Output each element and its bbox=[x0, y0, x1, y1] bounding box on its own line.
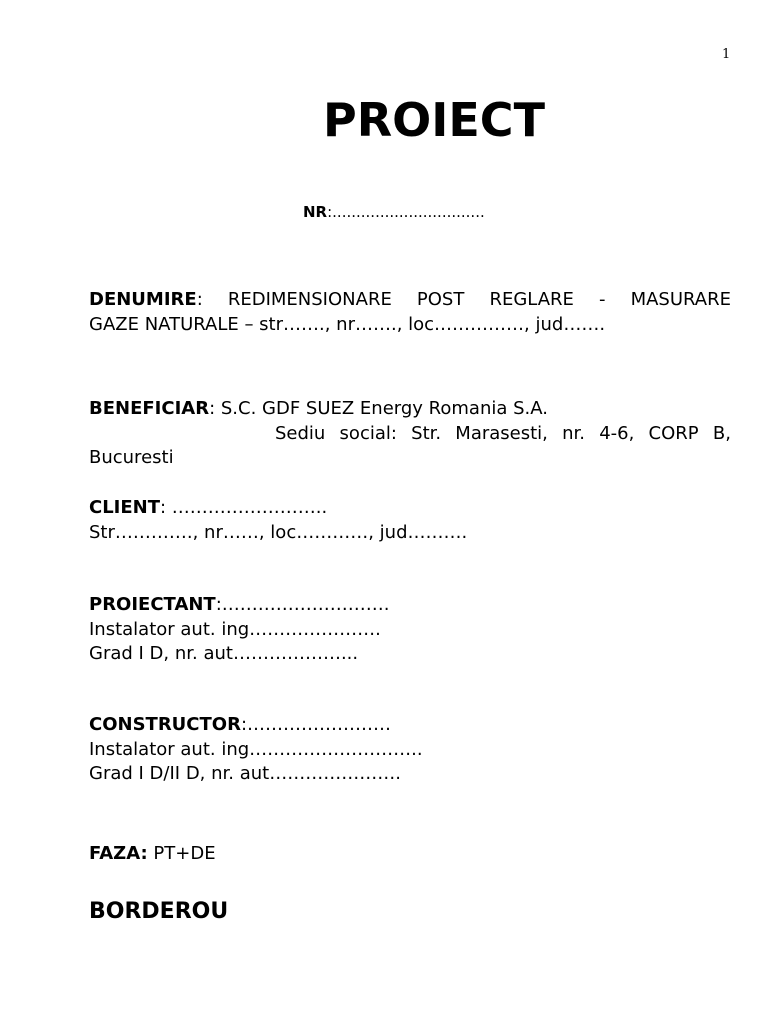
faza-line bbox=[89, 842, 731, 867]
proiectant-value: :………………………. bbox=[215, 594, 390, 615]
project-number-line bbox=[303, 203, 485, 221]
denumire-word: REGLARE bbox=[489, 289, 574, 310]
beneficiar-word: social: bbox=[339, 422, 397, 444]
nr-label: NR bbox=[303, 203, 328, 221]
constructor-value: :…………………… bbox=[240, 714, 392, 735]
client-value: : …………………….. bbox=[160, 497, 328, 518]
faza-label: FAZA: bbox=[89, 843, 148, 864]
denumire-word: POST bbox=[416, 289, 465, 310]
beneficiar-line-2 bbox=[89, 422, 731, 447]
beneficiar-name: : S.C. GDF SUEZ Energy Romania S.A. bbox=[209, 398, 548, 419]
constructor-line-2: Instalator aut. ing……………………….. bbox=[89, 738, 423, 760]
constructor-line-3: Grad I D/II D, nr. aut…………………. bbox=[89, 763, 401, 784]
beneficiar-word: Sediu bbox=[275, 422, 326, 444]
faza-section bbox=[89, 842, 731, 867]
beneficiar-word: B, bbox=[712, 422, 731, 444]
denumire-word: - bbox=[598, 289, 606, 310]
denumire-line-1 bbox=[89, 288, 731, 313]
client-line-2: Str…………., nr……, loc…………, jud………. bbox=[89, 521, 468, 543]
constructor-section bbox=[89, 713, 731, 787]
faza-value: PT+DE bbox=[147, 843, 216, 864]
denumire-word: : bbox=[196, 289, 203, 310]
beneficiar-word: Str. bbox=[411, 422, 442, 444]
client-label: CLIENT bbox=[89, 497, 161, 518]
client-section bbox=[89, 496, 731, 545]
beneficiar-word: nr. bbox=[562, 422, 585, 444]
client-line-1 bbox=[89, 496, 731, 521]
beneficiar-word: 4-6, bbox=[599, 422, 635, 444]
constructor-label: CONSTRUCTOR bbox=[89, 714, 241, 735]
beneficiar-line-1 bbox=[89, 397, 731, 422]
proiectant-line-2: Instalator aut. ing…………………. bbox=[89, 618, 381, 640]
denumire-word: MASURARE bbox=[630, 289, 731, 310]
page-number: 1 bbox=[722, 47, 731, 62]
beneficiar-label: BENEFICIAR bbox=[89, 398, 210, 419]
proiectant-section bbox=[89, 593, 731, 667]
beneficiar-word: Marasesti, bbox=[455, 422, 548, 444]
nr-value: :................................ bbox=[327, 203, 485, 221]
proiectant-label: PROIECTANT bbox=[89, 594, 216, 615]
proiectant-line-1 bbox=[89, 593, 731, 618]
page-title: PROIECT bbox=[323, 93, 545, 147]
beneficiar-line-3: Bucuresti bbox=[89, 447, 174, 468]
proiectant-line-3: Grad I D, nr. aut………………... bbox=[89, 643, 359, 664]
beneficiar-section bbox=[89, 397, 731, 471]
denumire-word: REDIMENSIONARE bbox=[227, 289, 392, 310]
denumire-label: DENUMIRE bbox=[89, 289, 197, 310]
denumire-line-2: GAZE NATURALE – str……., nr……., loc……………, jud……. bbox=[89, 313, 606, 335]
constructor-line-1 bbox=[89, 713, 731, 738]
beneficiar-word: CORP bbox=[648, 422, 699, 444]
denumire-section bbox=[89, 288, 731, 337]
borderou-heading: BORDEROU bbox=[89, 899, 229, 924]
